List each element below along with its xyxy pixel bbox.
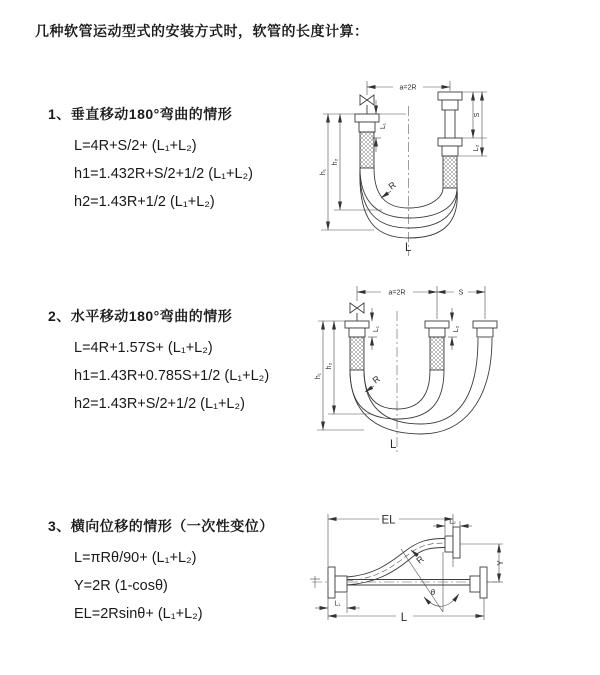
- dim-label-l1: L₁: [334, 600, 341, 608]
- diagram-vertical-180-bend: [310, 70, 600, 260]
- hose-u-bends: [350, 338, 492, 434]
- middle-pipe-flange: [425, 321, 449, 370]
- section3-heading: 3、横向位移的情形（一次性变位）: [48, 518, 274, 534]
- valve-icon: [360, 95, 374, 114]
- dim-l2: [448, 308, 460, 350]
- section2-heading: 2、水平移动180°弯曲的情形: [48, 308, 233, 324]
- formula-line: Y=2R (1-cosθ): [74, 578, 168, 594]
- dim-label-h1: h₁: [320, 168, 327, 176]
- diagram-lateral-displacement: [300, 495, 600, 655]
- dim-label-l2: L₂: [453, 325, 460, 333]
- formula-line: L=4R+1.57S+ (L₁+L₂): [74, 340, 213, 356]
- formula-line: L=4R+S/2+ (L₁+L₂): [74, 138, 197, 154]
- dim-label-s: S: [458, 289, 464, 297]
- dim-l2: [433, 519, 472, 536]
- upper-flange: [445, 527, 460, 558]
- formula-line: h1=1.43R+0.785S+1/2 (L₁+L₂): [74, 368, 270, 384]
- dim-a2r: [367, 81, 450, 95]
- left-flange: [328, 567, 347, 598]
- right-pipe-flange: [473, 321, 497, 337]
- length-label: L: [390, 439, 397, 451]
- length-label: L: [405, 242, 412, 254]
- dim-label-l1: L₁: [373, 325, 380, 333]
- dim-label-s: S: [474, 112, 481, 118]
- left-pipe-flange: [345, 321, 369, 370]
- dim-label-l2: L₂: [449, 518, 456, 526]
- radius-callout: [381, 179, 398, 198]
- formula-line: h2=1.43R+1/2 (L₁+L₂): [74, 194, 215, 210]
- dim-label-l1: L₁: [380, 122, 387, 130]
- radius-label: R: [370, 373, 382, 386]
- formula-line: EL=2Rsinθ+ (L₁+L₂): [74, 606, 203, 622]
- dim-label-l: L: [400, 612, 408, 624]
- valve-icon: [350, 303, 364, 321]
- angle-label: θ: [430, 588, 436, 597]
- dim-label-a2r: a=2R: [388, 289, 406, 297]
- section1-formulas: [74, 132, 253, 216]
- right-pipe-flange: [438, 92, 462, 188]
- dim-label-h2: h₂: [332, 158, 339, 166]
- radius-label: R: [386, 179, 398, 192]
- dim-l1: [315, 593, 360, 613]
- section3-formulas: [74, 544, 203, 628]
- formula-line: L=πRθ/90+ (L₁+L₂): [74, 550, 197, 566]
- section1-heading: 1、垂直移动180°弯曲的情形: [48, 106, 233, 122]
- diagram-horizontal-180-bend: [310, 278, 600, 463]
- dim-l: [328, 598, 484, 624]
- dim-label-l2: L₂: [473, 144, 480, 152]
- formula-line: h1=1.432R+S/2+1/2 (L₁+L₂): [74, 166, 254, 182]
- right-lower-flange: [470, 567, 487, 598]
- dim-s-l2: [459, 92, 487, 156]
- dim-el: [328, 514, 453, 567]
- formula-line: h2=1.43R+S/2+1/2 (L₁+L₂): [74, 396, 245, 412]
- dim-label-h1: h₁: [315, 372, 322, 380]
- dim-a2r-s: [357, 286, 485, 319]
- radius-label: R: [414, 553, 426, 566]
- theta-construction: [401, 549, 459, 612]
- hose-s-curve: [347, 539, 445, 586]
- radius-callout: [365, 373, 382, 392]
- dim-label-h2: h₂: [326, 362, 333, 370]
- dim-label-el: EL: [381, 514, 396, 527]
- page-title: 几种软管运动型式的安装方式时，软管的长度计算：: [35, 23, 369, 39]
- dim-label-y: Y: [496, 560, 505, 566]
- dim-label-a2r: a=2R: [399, 84, 417, 92]
- dim-l1: [368, 308, 380, 350]
- section2-formulas: [74, 334, 269, 418]
